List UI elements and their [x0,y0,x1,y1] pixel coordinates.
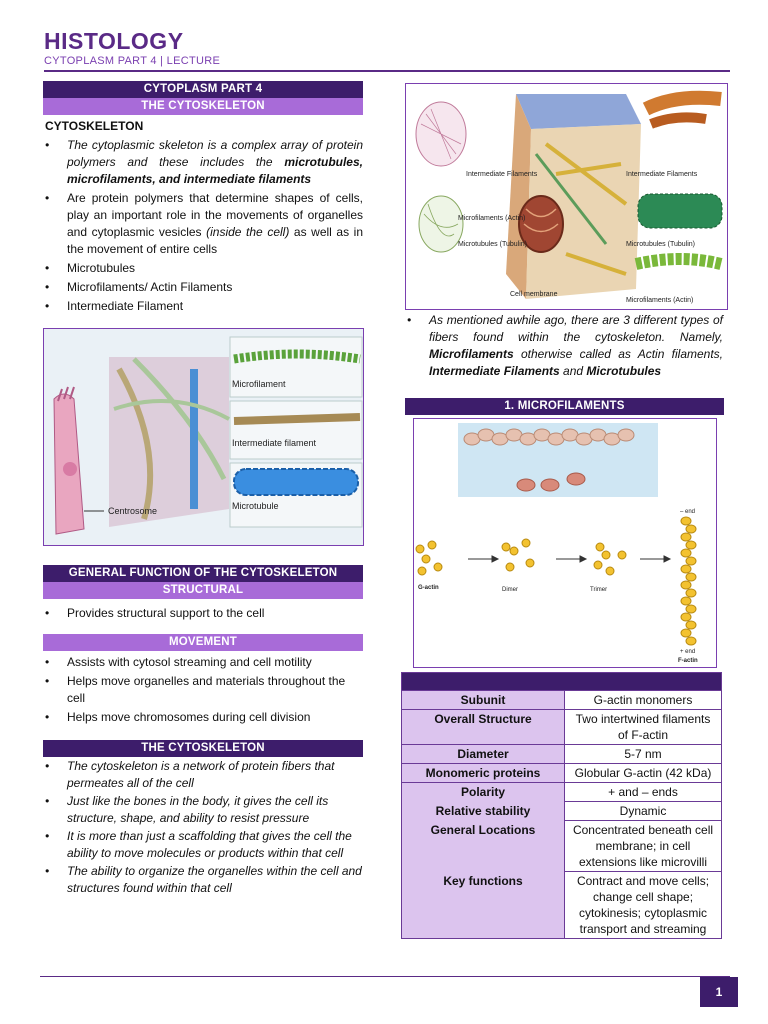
cytoskeleton-section [43,740,363,897]
table-row: Diameter 5-7 nm [402,745,722,764]
label-microtubules-tubulin: Microtubules (Tubulin) [458,241,527,248]
bullet-item: • The cytoplasmic skeleton is a complex array of protein polymers and these includes the microtubules, microfilaments, and intermediate filaments [43,137,363,188]
table-row: Relative stability Dynamic [402,802,722,821]
fiber-types-illustration [406,84,728,310]
label-microtubules-right: Microtubules (Tubulin) [626,241,695,248]
cytoskeleton-figure [43,328,364,546]
label-centrosome: Centrosome [108,506,158,516]
list-item: • Helps move organelles and materials throughout the cell [43,673,363,707]
table-row: Key functions Contract and move cells; change cell shape; cytokinesis; cytoplasmic transport and streaming [402,872,722,939]
bullet-item: • Microtubules [43,260,363,277]
bullet-item: • As mentioned awhile ago, there are 3 different types of fibers found within the cytoskeleton. Namely, Microfilaments otherwise called as Actin filaments, Intermediate Filaments and Microtubules [405,312,723,380]
fiber-types-figure [405,83,728,310]
section-bar-general-function: GENERAL FUNCTION OF THE CYTOSKELETON [43,565,363,582]
label-intermediate-filament: Intermediate filament [232,438,317,448]
bullet-item: • Provides structural support to the cell [43,605,363,622]
label-intermediate-filaments: Intermediate Filaments [466,171,538,178]
label-minus-end: – end [680,509,696,515]
section-bar-cytoplasm: CYTOPLASM PART 4 [43,81,363,98]
label-dimer: Dimer [502,587,518,593]
list-item: • It is more than just a scaffolding that gives the cell the ability to move molecules or products within that cell [43,828,363,862]
label-g-actin: G-actin [418,585,439,591]
bullet-item: • Microfilaments/ Actin Filaments [43,279,363,296]
list-item: • Helps move chromosomes during cell division [43,709,363,726]
document-subtitle: CYTOPLASM PART 4 | LECTURE [44,55,221,67]
label-microfilaments-actin: Microfilaments (Actin) [458,215,526,222]
label-microtubule: Microtubule [232,501,279,511]
label-cell-membrane: Cell membrane [510,291,558,298]
section-title: CYTOSKELETON [45,119,144,133]
section-bar-movement: MOVEMENT [43,634,363,651]
section-bar-structural: STRUCTURAL [43,582,363,599]
label-trimer: Trimer [590,587,608,593]
list-item: • Just like the bones in the body, it gives the cell its structure, shape, and ability to resist pressure [43,793,363,827]
table-row: Monomeric proteins Globular G-actin (42 kDa) [402,764,722,783]
label-intermediate-filaments-right: Intermediate Filaments [626,171,698,178]
table-row: Polarity + and – ends [402,783,722,802]
table-header-row [402,673,722,691]
label-microfilaments-right: Microfilaments (Actin) [626,297,694,304]
section-bar-cytoskeleton: THE CYTOSKELETON [43,98,363,115]
section-bar-microfilaments: 1. MICROFILAMENTS [405,398,724,415]
document-title: HISTOLOGY [44,28,184,54]
cytoskeleton-illustration [44,329,364,546]
movement-section [43,634,363,726]
label-plus-end: + end [680,649,696,655]
list-item: • The ability to organize the organelles within the cell and structures found within that cell [43,863,363,897]
section-bar-the-cytoskeleton: THE CYTOSKELETON [43,740,363,757]
actin-polymerization-figure [413,418,717,668]
table-row: Overall Structure Two intertwined filaments of F-actin [402,710,722,745]
microfilament-properties-table [401,672,722,939]
list-item: • The cytoskeleton is a network of protein fibers that permeates all of the cell [43,758,363,792]
footer-rule [40,976,730,977]
bullet-item: • Intermediate Filament [43,298,363,315]
list-item: • Assists with cytosol streaming and cell motility [43,654,363,671]
actin-illustration [414,419,717,668]
label-microfilament: Microfilament [232,379,286,389]
bullet-item: • Are protein polymers that determine shapes of cells, play an important role in the movements of organelles and cytoplasmic vesicles (inside the cell) as well as in the movement of entire cells [43,190,363,258]
page-number: 1 [700,977,738,1007]
fiber-types-paragraph [405,312,723,380]
header-rule [44,70,730,72]
label-f-actin: F-actin [678,658,698,664]
microfilaments-section [405,398,724,415]
left-intro-section [43,81,363,315]
general-function-section [43,565,363,622]
table-row: General Locations Concentrated beneath cell membrane; in cell extensions like microvilli [402,821,722,872]
table-row: Subunit G-actin monomers [402,691,722,710]
